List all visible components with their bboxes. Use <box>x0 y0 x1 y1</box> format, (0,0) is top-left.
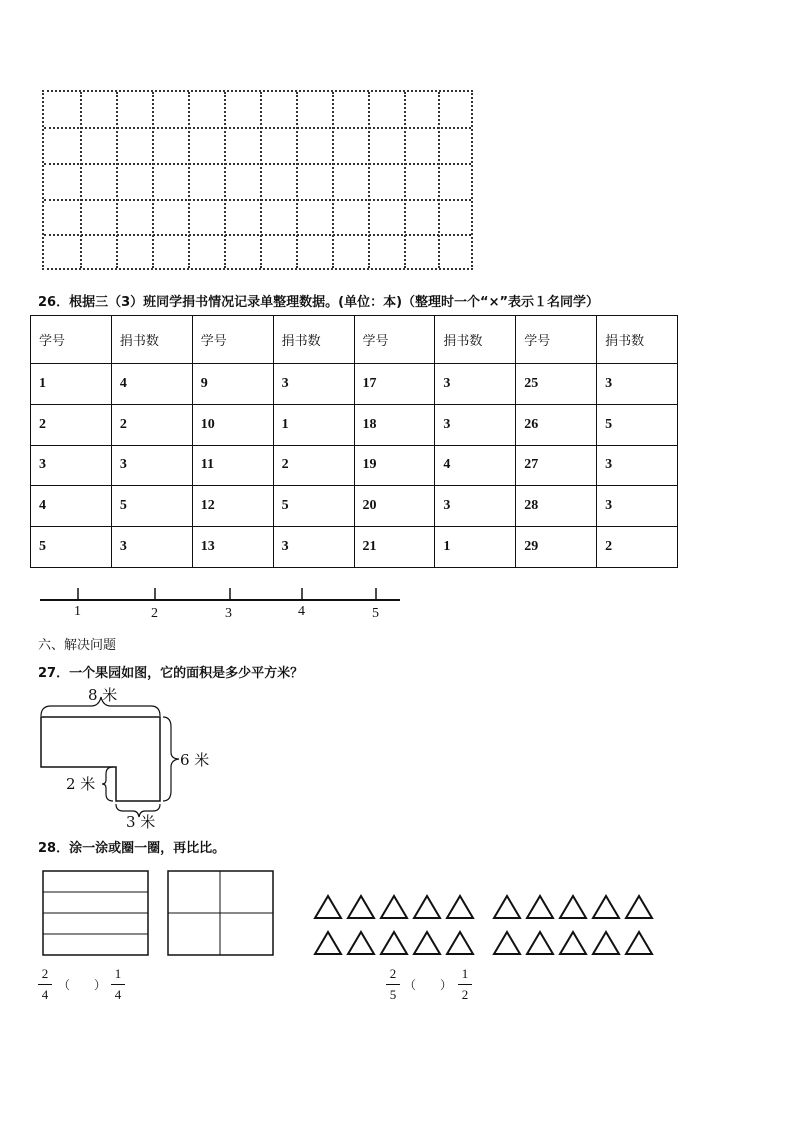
fraction-numerator: 2 <box>389 966 397 981</box>
triangle-icon <box>381 896 407 918</box>
number-axis <box>38 585 404 625</box>
table-cell: 3 <box>111 445 192 486</box>
table-cell: 13 <box>192 527 273 568</box>
table-cell: 3 <box>31 445 112 486</box>
table-cell: 12 <box>192 486 273 527</box>
table-cell: 3 <box>435 486 516 527</box>
triangle-icon <box>593 932 619 954</box>
fraction-numerator: 2 <box>41 966 49 981</box>
fraction-2-4 <box>38 966 52 1003</box>
table-header-row <box>31 316 678 364</box>
table-cell: 5 <box>273 486 354 527</box>
fraction-1-4 <box>111 966 125 1003</box>
triangle-icon <box>527 932 553 954</box>
dotted-answer-grid <box>42 90 473 270</box>
table-cell: 3 <box>435 364 516 405</box>
orchard-outline <box>41 717 160 801</box>
label-2m: 2 米 <box>66 775 96 793</box>
table-cell: 5 <box>31 527 112 568</box>
table-cell: 5 <box>597 404 678 445</box>
table-cell: 3 <box>597 364 678 405</box>
table-cell: 3 <box>111 527 192 568</box>
table-cell: 2 <box>597 527 678 568</box>
fraction-numerator: 1 <box>461 966 469 981</box>
label-6m: 6 米 <box>180 751 210 769</box>
table-row <box>31 527 678 568</box>
table-cell: 18 <box>354 404 435 445</box>
table-cell: 29 <box>516 527 597 568</box>
table-cell: 4 <box>31 486 112 527</box>
axis-tick-label: 5 <box>372 606 379 621</box>
table-cell: 3 <box>435 404 516 445</box>
triangle-icon <box>626 932 652 954</box>
table-cell: 10 <box>192 404 273 445</box>
table-cell: 9 <box>192 364 273 405</box>
table-cell: 17 <box>354 364 435 405</box>
axis-tick-label: 2 <box>151 606 158 621</box>
axis-tick-label: 1 <box>74 604 81 619</box>
triangle-icon <box>348 896 374 918</box>
table-cell: 4 <box>435 445 516 486</box>
triangle-icon <box>381 932 407 954</box>
table-cell: 3 <box>597 486 678 527</box>
fraction-2-5 <box>386 966 400 1003</box>
table-cell: 3 <box>273 527 354 568</box>
table-cell: 1 <box>435 527 516 568</box>
table-header: 学号 <box>192 316 273 364</box>
fraction-1-2 <box>458 966 472 1003</box>
table-cell: 1 <box>31 364 112 405</box>
table-cell: 2 <box>31 404 112 445</box>
fraction-denominator: 2 <box>461 987 469 1002</box>
table-cell: 20 <box>354 486 435 527</box>
question-28-text: 28．涂一涂或圈一圈，再比比。 <box>38 841 226 856</box>
axis-tick-label: 3 <box>225 606 232 621</box>
table-cell: 2 <box>111 404 192 445</box>
table-cell: 26 <box>516 404 597 445</box>
table-cell: 27 <box>516 445 597 486</box>
table-cell: 11 <box>192 445 273 486</box>
triangle-icon <box>494 932 520 954</box>
axis-tick-label: 4 <box>298 604 305 619</box>
table-header: 学号 <box>31 316 112 364</box>
question-27-text: 27．一个果园如图，它的面积是多少平方米？ <box>38 666 304 681</box>
triangle-group <box>312 890 657 960</box>
table-cell: 25 <box>516 364 597 405</box>
triangle-icon <box>447 932 473 954</box>
label-8m: 8 米 <box>88 686 118 704</box>
triangle-icon <box>414 896 440 918</box>
table-row <box>31 404 678 445</box>
section-6-title: 六、解决问题 <box>38 638 117 653</box>
table-row <box>31 364 678 405</box>
triangle-icon <box>414 932 440 954</box>
answer-blank[interactable]: （ ） <box>58 978 107 992</box>
table-cell: 28 <box>516 486 597 527</box>
triangle-icon <box>315 932 341 954</box>
table-cell: 19 <box>354 445 435 486</box>
fraction-numerator: 1 <box>114 966 122 981</box>
triangle-icon <box>494 896 520 918</box>
label-3m: 3 米 <box>126 813 156 831</box>
table-cell: 2 <box>273 445 354 486</box>
table-cell: 1 <box>273 404 354 445</box>
fraction-denominator: 4 <box>114 987 122 1002</box>
right-brace <box>163 717 179 801</box>
rectangle-quarters-strips <box>42 870 150 958</box>
triangle-icon <box>593 896 619 918</box>
triangle-icon <box>560 932 586 954</box>
table-row <box>31 445 678 486</box>
notch-height-brace <box>102 767 113 801</box>
triangle-icon <box>315 896 341 918</box>
fraction-denominator: 4 <box>41 987 49 1002</box>
triangle-icon <box>626 896 652 918</box>
triangle-icon <box>348 932 374 954</box>
table-header: 捐书数 <box>273 316 354 364</box>
table-header: 学号 <box>354 316 435 364</box>
table-header: 学号 <box>516 316 597 364</box>
table-cell: 3 <box>597 445 678 486</box>
table-row <box>31 486 678 527</box>
donation-record-table <box>30 315 678 568</box>
triangle-icon <box>560 896 586 918</box>
table-header: 捐书数 <box>597 316 678 364</box>
rectangle-quarters-grid <box>167 870 275 958</box>
fraction-denominator: 5 <box>389 987 397 1002</box>
table-cell: 5 <box>111 486 192 527</box>
table-header: 捐书数 <box>435 316 516 364</box>
table-header: 捐书数 <box>111 316 192 364</box>
table-cell: 21 <box>354 527 435 568</box>
triangle-icon <box>527 896 553 918</box>
question-26-text: 26．根据三（3）班同学捐书情况记录单整理数据。(单位：本)（整理时一个“×”表示１名同学） <box>38 295 600 310</box>
answer-blank[interactable]: （ ） <box>404 978 453 992</box>
triangle-icon <box>447 896 473 918</box>
table-cell: 4 <box>111 364 192 405</box>
table-cell: 3 <box>273 364 354 405</box>
